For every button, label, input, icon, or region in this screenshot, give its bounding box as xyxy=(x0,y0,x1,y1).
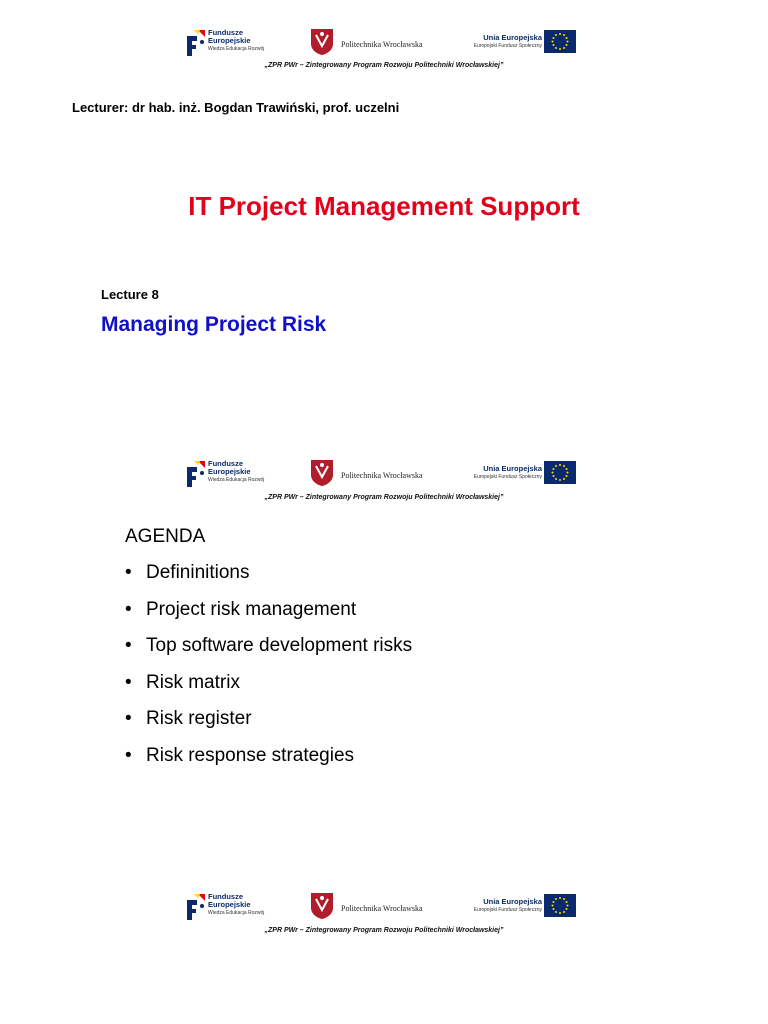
agenda-item-text: Risk response strategies xyxy=(146,744,355,766)
unia-europejska-logo xyxy=(450,458,580,490)
agenda-item xyxy=(125,745,412,782)
logo-header xyxy=(180,458,580,490)
logo-header xyxy=(180,891,580,923)
lecturer-line: Lecturer: dr hab. inż. Bogdan Trawiński, prof. uczelni xyxy=(72,100,400,115)
bullet-icon: • xyxy=(125,635,132,656)
agenda-item xyxy=(125,635,412,672)
ue-line1: Unia Europejska xyxy=(483,33,542,42)
course-title: IT Project Management Support xyxy=(188,191,580,221)
fundusze-europejskie-logo xyxy=(180,891,290,923)
agenda-item xyxy=(125,599,412,636)
fe-line1: Fundusze xyxy=(208,892,243,901)
fe-line3: Wiedza Edukacja Rozwój xyxy=(208,46,265,52)
agenda-item-text: Risk register xyxy=(146,708,252,729)
fe-line3: Wiedza Edukacja Rozwój xyxy=(208,477,265,483)
fundusze-europejskie-logo xyxy=(180,27,290,59)
program-caption: „ZPR PWr – Zintegrowany Program Rozwoju Politechniki Wrocławskiej” xyxy=(264,62,504,69)
politechnika-name: Politechnika Wrocławska xyxy=(341,40,423,49)
politechnika-name: Politechnika Wrocławska xyxy=(341,471,423,480)
logo-header xyxy=(180,27,580,59)
agenda-item-text: Risk matrix xyxy=(146,671,240,693)
fundusze-europejskie-icon xyxy=(184,28,206,58)
bullet-icon: • xyxy=(125,562,132,583)
fe-line3: Wiedza Edukacja Rozwój xyxy=(208,910,265,916)
bullet-icon: • xyxy=(125,708,132,729)
politechnika-logo xyxy=(310,458,430,490)
agenda-heading: AGENDA xyxy=(125,526,206,547)
lecture-title: Managing Project Risk xyxy=(101,313,327,336)
unia-europejska-logo xyxy=(450,891,580,923)
bullet-icon: • xyxy=(125,744,132,766)
politechnika-crest-icon xyxy=(310,892,334,920)
bullet-icon: • xyxy=(125,671,132,693)
politechnika-crest-icon xyxy=(310,459,334,487)
agenda-item-text: Top software development risks xyxy=(146,635,413,656)
eu-flag-icon xyxy=(544,30,576,53)
politechnika-name: Politechnika Wrocławska xyxy=(341,904,423,913)
unia-europejska-logo xyxy=(450,27,580,59)
ue-line2: Europejski Fundusz Społeczny xyxy=(473,474,542,480)
fe-line2: Europejskie xyxy=(208,36,251,45)
ue-line2: Europejski Fundusz Społeczny xyxy=(473,907,542,913)
fe-line1: Fundusze xyxy=(208,28,243,37)
bullet-icon: • xyxy=(125,598,132,620)
eu-flag-icon xyxy=(544,461,576,484)
agenda-item xyxy=(125,562,412,599)
fundusze-europejskie-icon xyxy=(184,459,206,489)
program-caption: „ZPR PWr – Zintegrowany Program Rozwoju Politechniki Wrocławskiej” xyxy=(264,494,504,501)
politechnika-crest-icon xyxy=(310,28,334,56)
politechnika-logo xyxy=(310,891,430,923)
fe-line2: Europejskie xyxy=(208,467,251,476)
agenda-item-text: Project risk management xyxy=(146,598,357,620)
fundusze-europejskie-logo xyxy=(180,458,290,490)
agenda-item xyxy=(125,708,412,745)
ue-line1: Unia Europejska xyxy=(483,897,542,906)
ue-line2: Europejski Fundusz Społeczny xyxy=(473,43,542,49)
agenda-item xyxy=(125,672,412,709)
agenda-list xyxy=(125,562,412,781)
ue-line1: Unia Europejska xyxy=(483,464,542,473)
eu-flag-icon xyxy=(544,894,576,917)
fe-line2: Europejskie xyxy=(208,900,251,909)
program-caption: „ZPR PWr – Zintegrowany Program Rozwoju Politechniki Wrocławskiej” xyxy=(264,927,504,934)
fundusze-europejskie-icon xyxy=(184,892,206,922)
lecture-number: Lecture 8 xyxy=(101,287,159,302)
politechnika-logo xyxy=(310,27,430,59)
agenda-item-text: Defininitions xyxy=(146,562,250,583)
fe-line1: Fundusze xyxy=(208,459,243,468)
